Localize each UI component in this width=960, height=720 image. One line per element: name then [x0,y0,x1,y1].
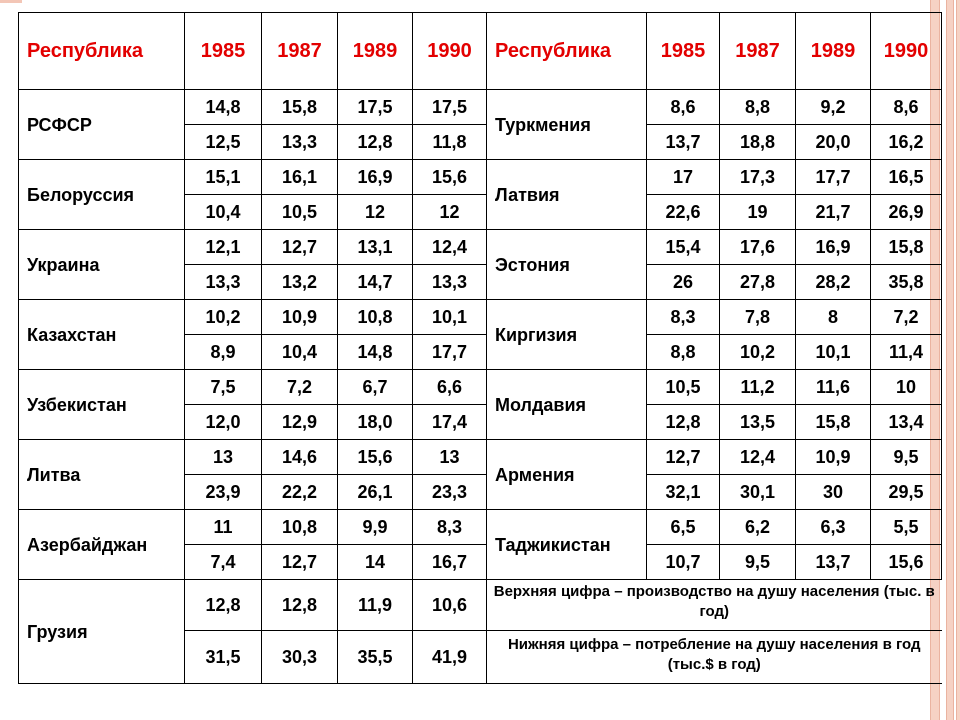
value-cell-consumption: 10,5 [262,195,338,230]
value-cell-consumption: 18,0 [338,405,413,440]
republic-name: РСФСР [19,90,185,160]
value-cell-consumption: 12 [338,195,413,230]
decor-stripe [956,0,960,720]
value-cell-consumption: 16,7 [413,545,487,580]
value-cell-production: 8,6 [647,90,720,125]
header-row [19,13,942,90]
value-cell-production: 8,8 [720,90,796,125]
value-cell-production: 16,5 [871,160,942,195]
value-cell-production: 7,8 [720,300,796,335]
table-row [19,510,942,545]
table-row [19,90,942,125]
value-cell-production: 12,1 [185,230,262,265]
value-cell-consumption: 13,5 [720,405,796,440]
value-cell-production: 15,6 [338,440,413,475]
value-cell-production: 6,2 [720,510,796,545]
value-cell-consumption: 12,5 [185,125,262,160]
value-cell-production: 7,5 [185,370,262,405]
republic-name: Украина [19,230,185,300]
value-cell-production: 10,6 [413,580,487,631]
decor-stripe [946,0,954,720]
value-cell-consumption: 13,7 [796,545,871,580]
value-cell-production: 10,2 [185,300,262,335]
value-cell-production: 15,8 [262,90,338,125]
value-cell-production: 12,8 [262,580,338,631]
value-cell-production: 12,4 [720,440,796,475]
value-cell-production: 17 [647,160,720,195]
value-cell-production: 16,9 [796,230,871,265]
header-year: 1987 [720,13,796,90]
value-cell-consumption: 12,0 [185,405,262,440]
value-cell-production: 6,6 [413,370,487,405]
value-cell-consumption: 10,4 [185,195,262,230]
value-cell-production: 10,9 [262,300,338,335]
value-cell-consumption: 23,9 [185,475,262,510]
value-cell-production: 16,1 [262,160,338,195]
value-cell-production: 8 [796,300,871,335]
value-cell-consumption: 13,7 [647,125,720,160]
value-cell-consumption: 31,5 [185,631,262,684]
value-cell-consumption: 23,3 [413,475,487,510]
value-cell-consumption: 17,4 [413,405,487,440]
republic-name: Белоруссия [19,160,185,230]
value-cell-production: 8,3 [647,300,720,335]
value-cell-production: 10 [871,370,942,405]
value-cell-consumption: 35,5 [338,631,413,684]
value-cell-production: 15,4 [647,230,720,265]
value-cell-consumption: 18,8 [720,125,796,160]
value-cell-consumption: 16,2 [871,125,942,160]
value-cell-consumption: 13,2 [262,265,338,300]
value-cell-consumption: 10,1 [796,335,871,370]
value-cell-production: 6,3 [796,510,871,545]
value-cell-production: 17,5 [413,90,487,125]
value-cell-production: 9,2 [796,90,871,125]
value-cell-production: 10,5 [647,370,720,405]
value-cell-consumption: 9,5 [720,545,796,580]
value-cell-consumption: 12 [413,195,487,230]
slide-corner-accent [0,0,22,3]
value-cell-production: 6,5 [647,510,720,545]
value-cell-consumption: 12,7 [262,545,338,580]
republic-name: Туркмения [487,90,647,160]
value-cell-consumption: 35,8 [871,265,942,300]
value-cell-production: 6,7 [338,370,413,405]
value-cell-production: 12,4 [413,230,487,265]
value-cell-production: 13 [185,440,262,475]
value-cell-production: 10,9 [796,440,871,475]
header-republic-right: Республика [487,13,647,90]
value-cell-production: 8,3 [413,510,487,545]
value-cell-consumption: 13,3 [185,265,262,300]
value-cell-production: 13,1 [338,230,413,265]
value-cell-consumption: 17,7 [413,335,487,370]
header-year: 1987 [262,13,338,90]
table-row [19,370,942,405]
republic-name: Армения [487,440,647,510]
republic-name: Молдавия [487,370,647,440]
header-republic-left: Республика [19,13,185,90]
value-cell-consumption: 8,8 [647,335,720,370]
value-cell-production: 10,1 [413,300,487,335]
value-cell-consumption: 29,5 [871,475,942,510]
value-cell-consumption: 19 [720,195,796,230]
value-cell-production: 14,6 [262,440,338,475]
header-year: 1989 [338,13,413,90]
value-cell-consumption: 10,4 [262,335,338,370]
value-cell-production: 8,6 [871,90,942,125]
table-row [19,440,942,475]
value-cell-consumption: 30 [796,475,871,510]
value-cell-production: 10,8 [338,300,413,335]
republic-name: Литва [19,440,185,510]
value-cell-consumption: 26,1 [338,475,413,510]
value-cell-production: 15,8 [871,230,942,265]
value-cell-consumption: 10,2 [720,335,796,370]
value-cell-production: 15,1 [185,160,262,195]
legend-note-upper: Верхняя цифра – производство на душу населения (тыс. в год) [487,580,942,631]
value-cell-consumption: 14 [338,545,413,580]
value-cell-consumption: 30,1 [720,475,796,510]
value-cell-consumption: 28,2 [796,265,871,300]
table-row [19,160,942,195]
value-cell-production: 15,6 [413,160,487,195]
republic-name: Латвия [487,160,647,230]
value-cell-production: 12,7 [647,440,720,475]
value-cell-production: 17,6 [720,230,796,265]
table-row [19,230,942,265]
value-cell-consumption: 30,3 [262,631,338,684]
value-cell-production: 5,5 [871,510,942,545]
value-cell-production: 17,5 [338,90,413,125]
republic-name: Таджикистан [487,510,647,580]
value-cell-production: 9,5 [871,440,942,475]
value-cell-production: 11,2 [720,370,796,405]
value-cell-consumption: 41,9 [413,631,487,684]
value-cell-consumption: 14,7 [338,265,413,300]
value-cell-production: 13 [413,440,487,475]
republic-name: Киргизия [487,300,647,370]
value-cell-consumption: 7,4 [185,545,262,580]
value-cell-consumption: 11,8 [413,125,487,160]
value-cell-consumption: 22,6 [647,195,720,230]
value-cell-production: 12,7 [262,230,338,265]
table-row [19,580,942,631]
value-cell-consumption: 21,7 [796,195,871,230]
value-cell-consumption: 13,3 [413,265,487,300]
value-cell-consumption: 10,7 [647,545,720,580]
header-year: 1989 [796,13,871,90]
value-cell-production: 9,9 [338,510,413,545]
republic-name: Грузия [19,580,185,684]
republics-table [18,12,942,684]
value-cell-consumption: 22,2 [262,475,338,510]
value-cell-consumption: 13,4 [871,405,942,440]
value-cell-consumption: 15,6 [871,545,942,580]
header-year: 1990 [871,13,942,90]
value-cell-production: 16,9 [338,160,413,195]
value-cell-consumption: 13,3 [262,125,338,160]
value-cell-production: 10,8 [262,510,338,545]
value-cell-consumption: 26 [647,265,720,300]
republic-name: Эстония [487,230,647,300]
value-cell-production: 17,3 [720,160,796,195]
value-cell-consumption: 12,8 [338,125,413,160]
value-cell-consumption: 27,8 [720,265,796,300]
value-cell-production: 11 [185,510,262,545]
header-year: 1985 [647,13,720,90]
value-cell-production: 17,7 [796,160,871,195]
value-cell-consumption: 11,4 [871,335,942,370]
value-cell-consumption: 14,8 [338,335,413,370]
value-cell-consumption: 15,8 [796,405,871,440]
value-cell-production: 11,9 [338,580,413,631]
header-year: 1990 [413,13,487,90]
value-cell-production: 7,2 [262,370,338,405]
value-cell-consumption: 20,0 [796,125,871,160]
legend-note-lower: Нижняя цифра – потребление на душу населения в год (тыс.$ в год) [487,631,942,684]
value-cell-consumption: 8,9 [185,335,262,370]
republic-name: Казахстан [19,300,185,370]
value-cell-consumption: 12,8 [647,405,720,440]
value-cell-consumption: 26,9 [871,195,942,230]
table-row [19,300,942,335]
value-cell-consumption: 12,9 [262,405,338,440]
value-cell-consumption: 32,1 [647,475,720,510]
value-cell-production: 14,8 [185,90,262,125]
republic-name: Азербайджан [19,510,185,580]
value-cell-production: 7,2 [871,300,942,335]
value-cell-production: 11,6 [796,370,871,405]
republic-name: Узбекистан [19,370,185,440]
header-year: 1985 [185,13,262,90]
value-cell-production: 12,8 [185,580,262,631]
